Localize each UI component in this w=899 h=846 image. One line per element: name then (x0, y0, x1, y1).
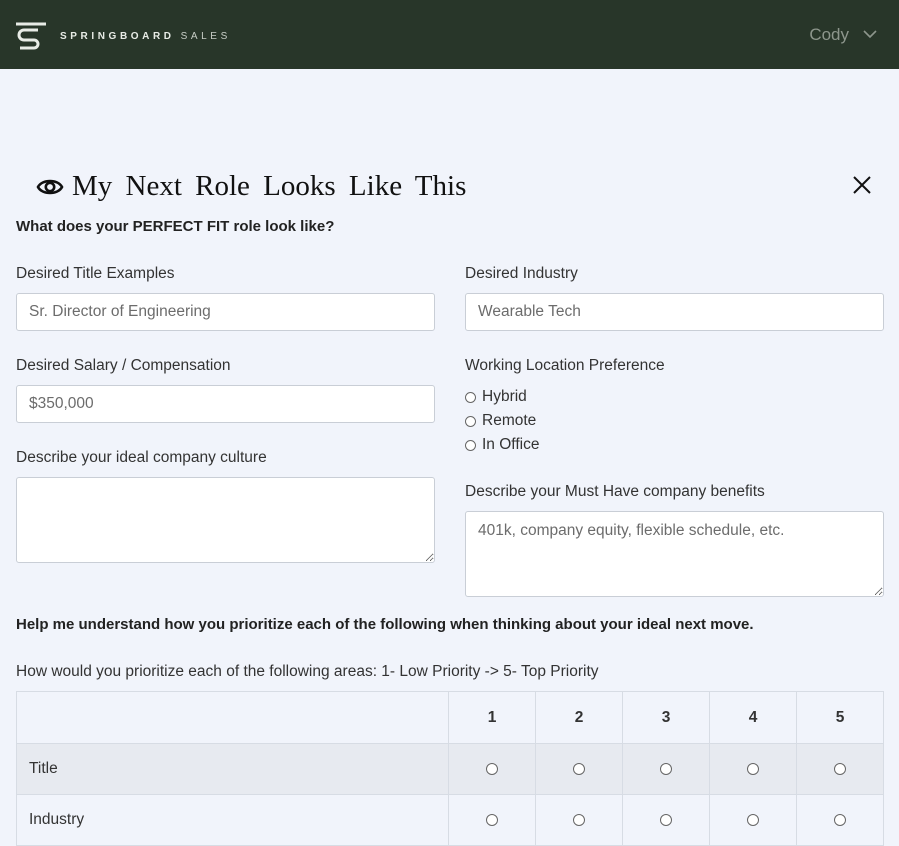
page-title: My Next Role Looks Like This (72, 170, 467, 202)
row-label-industry: Industry (17, 795, 449, 846)
industry-priority-3-cell (623, 795, 710, 846)
title-priority-3-radio[interactable] (660, 763, 672, 775)
priority-column-4: 4 (710, 692, 797, 744)
user-menu[interactable] (809, 25, 877, 45)
title-priority-1-radio[interactable] (486, 763, 498, 775)
title-examples-label: Desired Title Examples (16, 265, 175, 282)
industry-priority-5-radio[interactable] (834, 814, 846, 826)
empty-header-cell (17, 692, 449, 744)
eye-icon (36, 176, 64, 198)
title-priority-2-cell (536, 744, 623, 795)
priorities-heading: Help me understand how you prioritize each of the following when thinking about your ideal next move. (16, 616, 754, 633)
remote-label: Remote (482, 412, 537, 429)
industry-input[interactable] (465, 293, 884, 331)
industry-priority-1-radio[interactable] (486, 814, 498, 826)
in-office-label: In Office (482, 436, 540, 453)
close-icon[interactable] (852, 175, 872, 195)
springboard-logo-icon (14, 20, 50, 50)
in-office-radio[interactable] (465, 440, 476, 451)
salary-label: Desired Salary / Compensation (16, 357, 231, 374)
priority-column-1: 1 (449, 692, 536, 744)
location-option-remote[interactable] (465, 412, 536, 430)
page-title-row (36, 172, 466, 201)
priority-column-2: 2 (536, 692, 623, 744)
culture-label: Describe your ideal company culture (16, 449, 267, 466)
industry-label: Desired Industry (465, 265, 578, 282)
industry-priority-4-cell (710, 795, 797, 846)
priority-table (16, 691, 884, 846)
brand-name: SPRINGBOARD (60, 30, 175, 42)
row-label-title: Title (17, 744, 449, 795)
form-subtitle: What does your PERFECT FIT role look like? (16, 218, 335, 235)
title-priority-1-cell (449, 744, 536, 795)
culture-textarea[interactable] (16, 477, 435, 563)
chevron-down-icon[interactable] (863, 30, 877, 39)
table-row (17, 744, 884, 795)
priority-header-row (17, 692, 884, 744)
brand-logo[interactable] (14, 20, 231, 50)
title-priority-4-radio[interactable] (747, 763, 759, 775)
title-priority-5-cell (797, 744, 884, 795)
location-option-in-office[interactable] (465, 436, 539, 454)
priority-column-5: 5 (797, 692, 884, 744)
hybrid-label: Hybrid (482, 388, 527, 405)
salary-input[interactable] (16, 385, 435, 423)
location-label: Working Location Preference (465, 357, 665, 374)
industry-priority-3-radio[interactable] (660, 814, 672, 826)
industry-priority-5-cell (797, 795, 884, 846)
industry-priority-1-cell (449, 795, 536, 846)
remote-radio[interactable] (465, 416, 476, 427)
user-name: Cody (809, 24, 849, 44)
hybrid-radio[interactable] (465, 392, 476, 403)
priorities-caption: How would you prioritize each of the following areas: 1- Low Priority -> 5- Top Priority (16, 663, 599, 680)
location-option-hybrid[interactable] (465, 388, 527, 406)
benefits-label: Describe your Must Have company benefits (465, 483, 765, 500)
title-examples-input[interactable] (16, 293, 435, 331)
industry-priority-4-radio[interactable] (747, 814, 759, 826)
brand-subname: SALES (180, 30, 231, 42)
title-priority-3-cell (623, 744, 710, 795)
title-priority-4-cell (710, 744, 797, 795)
industry-priority-2-radio[interactable] (573, 814, 585, 826)
title-priority-5-radio[interactable] (834, 763, 846, 775)
title-priority-2-radio[interactable] (573, 763, 585, 775)
industry-priority-2-cell (536, 795, 623, 846)
top-navbar (0, 0, 899, 69)
table-row (17, 795, 884, 846)
priority-column-3: 3 (623, 692, 710, 744)
benefits-textarea[interactable] (465, 511, 884, 597)
